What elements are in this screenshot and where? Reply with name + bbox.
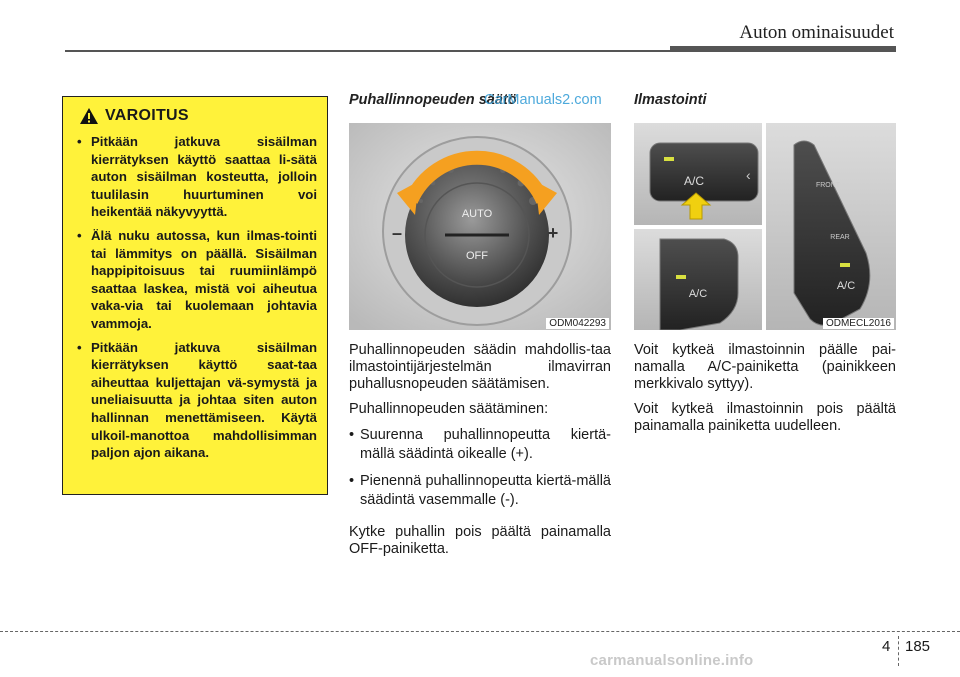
ac-label-1: A/C	[683, 174, 705, 188]
header-rule-accent	[670, 46, 896, 52]
svg-text:‹: ‹	[746, 167, 751, 183]
warning-header	[79, 107, 317, 125]
ac-section-heading: Ilmastointi	[634, 92, 707, 108]
page-header-title: Auton ominaisuudet	[739, 22, 894, 43]
ac-paragraph-1: Voit kytkeä ilmastoinnin päälle pai-namalla A/C-painiketta (painikkeen merkkivalo syttyy).	[634, 342, 896, 392]
page-separator	[898, 636, 899, 666]
warning-box	[62, 96, 328, 495]
fan-knob-illustration	[349, 123, 611, 330]
fan-bullet: • Pienennä puhallinnopeutta kiertä-mällä säädintä vasemmalle (-).	[349, 472, 611, 510]
warning-title: VAROITUS	[105, 107, 189, 124]
fan-intro-paragraph: Puhallinnopeuden säädin mahdollis-taa ilmastointijärjestelmän ilmavirran puhallusnopeuden säätämisen.	[349, 342, 611, 392]
fan-off-paragraph: Kytke puhallin pois päältä painamalla OFF-painiketta.	[349, 524, 611, 557]
rear-defrost-label: REAR	[830, 234, 850, 241]
footer-rule	[0, 631, 960, 632]
plus-label: +	[547, 223, 559, 243]
header-rule	[65, 50, 670, 52]
ac-button-illustration	[634, 123, 896, 330]
watermark-bottom: carmanualsonline.info	[590, 652, 754, 669]
knob-auto-label: AUTO	[461, 208, 493, 220]
page-number: 185	[905, 638, 931, 655]
ac-label-2: A/C	[688, 288, 708, 300]
ac-label-3: A/C	[836, 280, 856, 292]
warning-triangle-icon	[79, 107, 99, 125]
watermark-top: CarManuals2.com	[484, 92, 602, 108]
warning-list	[75, 133, 317, 462]
figure-code: ODM042293	[546, 318, 609, 329]
ac-button-figure	[634, 123, 896, 330]
knob-off-label: OFF	[466, 250, 488, 262]
warning-item: • Pitkään jatkuva sisäilman kierrätyksen käyttö saat-taa aiheuttaa kuljettajan vä-symystä ja uneliaisuutta ja johtaa siten auton hallinnan menettämiseen. Käytä ulkoil-manottoa mahdollisimman paljon ajon aikana.	[75, 339, 317, 462]
fan-bullet-list	[349, 426, 611, 510]
chapter-number: 4	[882, 638, 891, 655]
fan-body-text	[349, 342, 611, 566]
warning-item: • Älä nuku autossa, kun ilmas-tointi tai lämmitys on päällä. Sisäilman happipitoisuus tai ruumiinlämpö saattaa laskea, mistä voi aiheutua vaka-via tai kuolemaan johtavia vammoja.	[75, 227, 317, 333]
minus-label: –	[391, 223, 403, 243]
ac-paragraph-2: Voit kytkeä ilmastoinnin pois päältä painamalla painiketta uudelleen.	[634, 401, 896, 434]
ac-body-text	[634, 342, 896, 443]
fan-section-heading: Puhallinnopeuden säätö	[349, 92, 517, 108]
fan-bullet: • Suurenna puhallinnopeutta kiertä-mällä säädintä oikealle (+).	[349, 426, 611, 464]
warning-item: • Pitkään jatkuva sisäilman kierrätyksen käyttö saattaa li-sätä auton sisäilman kosteutta, jolloin tuulilasin huurtuminen voi heikentää näkyvyyttä.	[75, 133, 317, 221]
fan-knob-figure	[349, 123, 611, 330]
front-defrost-label: FRONT	[815, 182, 841, 189]
fan-subheading: Puhallinnopeuden säätäminen:	[349, 401, 549, 417]
figure-code: ODMECL2016	[823, 318, 894, 329]
